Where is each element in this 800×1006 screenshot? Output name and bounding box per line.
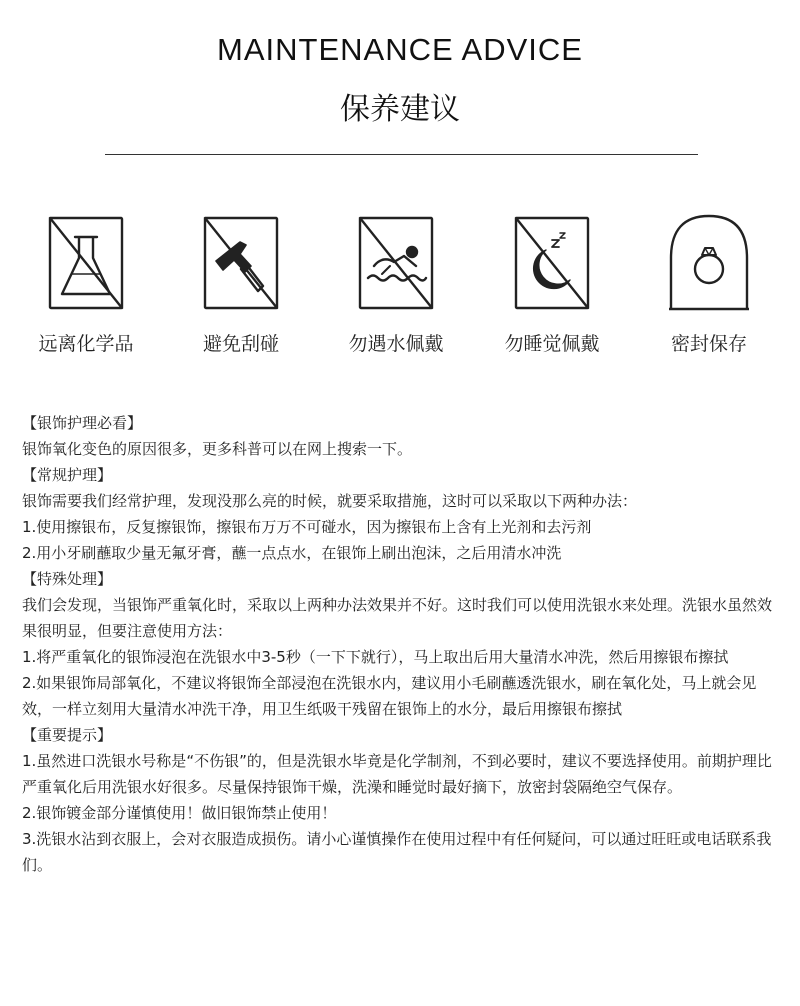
list-item: 1.虽然进口洗银水号称是“不伤银”的，但是洗银水毕竟是化学制剂，不到必要时，建议不要选择使用。前期护理比严重氧化后用洗银水好很多。尽量保持银饰干燥，洗澡和睡觉时最好摘下，放密封袋隔绝空气保存。 bbox=[22, 752, 772, 796]
care-label-scratch: 避免刮碰 bbox=[202, 333, 279, 355]
list-item: 3.洗银水沾到衣服上，会对衣服造成损伤。请小心谨慎操作在使用过程中有任何疑问，可以通过旺旺或电话联系我们。 bbox=[22, 830, 772, 874]
swimming-prohibited-icon bbox=[356, 214, 436, 312]
section-heading: 【特殊处理】 bbox=[22, 570, 113, 588]
care-label-chemicals: 远离化学品 bbox=[38, 333, 134, 355]
list-item: 2.用小牙刷蘸取少量无氟牙膏，蘸一点点水，在银饰上刷出泡沫，之后用清水冲洗 bbox=[22, 544, 562, 562]
chemical-flask-prohibited-icon bbox=[46, 214, 126, 312]
section-heading: 【常规护理】 bbox=[22, 466, 113, 484]
care-item-sealed bbox=[631, 214, 787, 364]
care-item-chemicals bbox=[8, 214, 164, 364]
list-item: 2.如果银饰局部氧化，不建议将银饰全部浸泡在洗银水内，建议用小毛刷蘸透洗银水，刷在氧化处，马上就会见效，一样立刻用大量清水冲洗干净，用卫生纸吸干残留在银饰上的水分，最后用擦银布擦拭 bbox=[22, 674, 757, 718]
care-label-water: 勿遇水佩戴 bbox=[348, 333, 444, 355]
list-item: 1.使用擦银布，反复擦银饰，擦银布万万不可碰水，因为擦银布上含有上光剂和去污剂 bbox=[22, 518, 592, 536]
list-item: 1.将严重氧化的银饰浸泡在洗银水中3-5秒（一下下就行），马上取出后用大量清水冲洗，然后用擦银布擦拭 bbox=[22, 648, 729, 666]
care-instructions bbox=[22, 410, 782, 878]
paragraph: 我们会发现，当银饰严重氧化时，采取以上两种办法效果并不好。这时我们可以使用洗银水来处理。洗银水虽然效果很明显，但要注意使用方法： bbox=[22, 596, 773, 640]
title-divider bbox=[105, 154, 698, 155]
sleeping-moon-prohibited-icon bbox=[512, 214, 592, 312]
section-heading: 【重要提示】 bbox=[22, 726, 113, 744]
care-icons-row bbox=[0, 214, 800, 364]
care-item-water bbox=[318, 214, 474, 364]
section-heading: 【银饰护理必看】 bbox=[22, 414, 143, 432]
page-title-en: MAINTENANCE ADVICE bbox=[217, 32, 583, 67]
hammer-prohibited-icon bbox=[201, 214, 281, 312]
page-title-cn: 保养建议 bbox=[340, 92, 460, 127]
care-label-sleep: 勿睡觉佩戴 bbox=[504, 333, 600, 355]
care-item-sleep bbox=[474, 214, 630, 364]
ring-in-sealed-bag-icon bbox=[669, 214, 749, 312]
list-item: 2.银饰镀金部分谨慎使用！做旧银饰禁止使用！ bbox=[22, 804, 337, 822]
paragraph: 银饰氧化变色的原因很多，更多科普可以在网上搜索一下。 bbox=[22, 440, 413, 458]
care-label-sealed: 密封保存 bbox=[670, 333, 747, 355]
care-item-scratch bbox=[163, 214, 319, 364]
paragraph: 银饰需要我们经常护理，发现没那么亮的时候，就要采取措施，这时可以采取以下两种办法： bbox=[22, 492, 638, 510]
